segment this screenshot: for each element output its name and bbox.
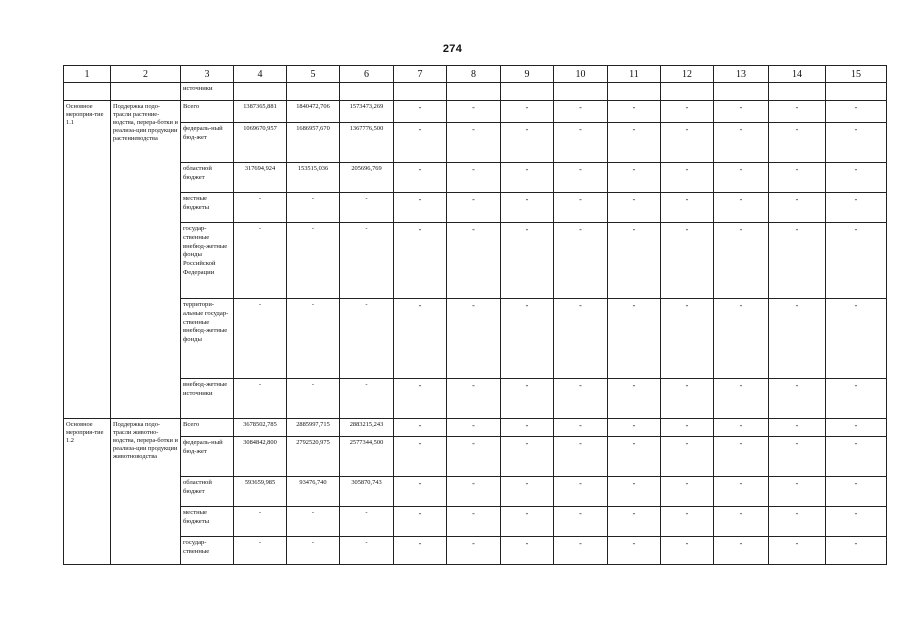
amount-cell: - (287, 193, 340, 223)
amount-cell: - (287, 223, 340, 299)
dash-cell: - (826, 101, 887, 123)
dash-cell: - (769, 223, 826, 299)
amount-cell: - (234, 379, 287, 419)
dash-cell: - (608, 163, 661, 193)
amount-cell: 1387365,881 (234, 101, 287, 123)
activity-label (64, 83, 111, 101)
activity-description: Поддержка подо-трасли животно-водства, перера-ботки и реализа-ции продукции животноводства (111, 419, 181, 565)
dash-cell: - (501, 507, 554, 537)
dash-cell: - (661, 507, 714, 537)
dash-cell: - (826, 437, 887, 477)
dash-cell: - (554, 193, 608, 223)
dash-cell: - (394, 419, 447, 437)
dash-cell: - (447, 299, 501, 379)
dash-cell: - (554, 379, 608, 419)
dash-cell: - (394, 379, 447, 419)
column-header: 15 (826, 66, 887, 83)
amount-cell: - (234, 223, 287, 299)
dash-cell: - (826, 223, 887, 299)
dash-cell: - (826, 419, 887, 437)
dash-cell: - (447, 477, 501, 507)
dash-cell: - (826, 507, 887, 537)
page-number: 274 (442, 43, 463, 55)
amount-cell: 2883215,243 (340, 419, 394, 437)
funding-source: областной бюджет (181, 163, 234, 193)
activity-description (111, 83, 181, 101)
dash-cell: - (826, 299, 887, 379)
funding-source: государ-ственные внебюд-жетные фонды Российской Федерации (181, 223, 234, 299)
dash-cell: - (394, 537, 447, 565)
activity-label: Основное мероприя-тие 1.2 (64, 419, 111, 565)
amount-cell: 1686957,670 (287, 123, 340, 163)
dash-cell (714, 83, 769, 101)
dash-cell: - (608, 223, 661, 299)
dash-cell: - (501, 537, 554, 565)
table-row (64, 477, 887, 507)
table-row (64, 299, 887, 379)
dash-cell: - (394, 123, 447, 163)
dash-cell: - (447, 419, 501, 437)
dash-cell: - (714, 419, 769, 437)
amount-cell: - (234, 299, 287, 379)
dash-cell: - (608, 537, 661, 565)
dash-cell: - (447, 101, 501, 123)
dash-cell (554, 83, 608, 101)
dash-cell: - (394, 437, 447, 477)
amount-cell: - (234, 507, 287, 537)
amount-cell: - (234, 193, 287, 223)
dash-cell: - (447, 379, 501, 419)
dash-cell: - (608, 419, 661, 437)
dash-cell: - (501, 299, 554, 379)
dash-cell: - (554, 123, 608, 163)
dash-cell: - (769, 299, 826, 379)
amount-cell: 205696,769 (340, 163, 394, 193)
funding-source: областной бюджет (181, 477, 234, 507)
amount-cell (340, 83, 394, 101)
dash-cell (447, 83, 501, 101)
dash-cell: - (394, 223, 447, 299)
dash-cell: - (554, 419, 608, 437)
dash-cell: - (554, 223, 608, 299)
dash-cell: - (661, 193, 714, 223)
amount-cell: 1367776,500 (340, 123, 394, 163)
funding-source: Всего (181, 419, 234, 437)
dash-cell: - (714, 537, 769, 565)
amount-cell: 2885997,715 (287, 419, 340, 437)
dash-cell: - (769, 419, 826, 437)
dash-cell: - (501, 223, 554, 299)
dash-cell: - (714, 437, 769, 477)
funding-source: Всего (181, 101, 234, 123)
dash-cell: - (661, 379, 714, 419)
amount-cell: 93476,740 (287, 477, 340, 507)
dash-cell (608, 83, 661, 101)
funding-source: федераль-ный бюд-жет (181, 437, 234, 477)
column-header: 7 (394, 66, 447, 83)
dash-cell: - (554, 477, 608, 507)
dash-cell: - (714, 163, 769, 193)
amount-cell: - (287, 379, 340, 419)
dash-cell: - (554, 537, 608, 565)
dash-cell (769, 83, 826, 101)
amount-cell: 593659,985 (234, 477, 287, 507)
dash-cell: - (501, 419, 554, 437)
amount-cell: 2577344,500 (340, 437, 394, 477)
dash-cell: - (714, 477, 769, 507)
budget-table (63, 65, 887, 565)
dash-cell: - (769, 507, 826, 537)
dash-cell (501, 83, 554, 101)
table-row (64, 419, 887, 437)
dash-cell: - (661, 223, 714, 299)
dash-cell: - (501, 193, 554, 223)
dash-cell: - (608, 507, 661, 537)
column-header: 1 (64, 66, 111, 83)
dash-cell: - (769, 123, 826, 163)
dash-cell: - (826, 123, 887, 163)
dash-cell: - (608, 123, 661, 163)
dash-cell: - (714, 507, 769, 537)
dash-cell: - (608, 379, 661, 419)
dash-cell: - (394, 193, 447, 223)
dash-cell: - (447, 123, 501, 163)
funding-source: внебюд-жетные источники (181, 379, 234, 419)
column-header: 4 (234, 66, 287, 83)
dash-cell: - (714, 101, 769, 123)
dash-cell: - (608, 299, 661, 379)
column-header: 12 (661, 66, 714, 83)
amount-cell: 1573473,269 (340, 101, 394, 123)
dash-cell: - (769, 437, 826, 477)
amount-cell: 153515,036 (287, 163, 340, 193)
column-header: 14 (769, 66, 826, 83)
funding-source: источники (181, 83, 234, 101)
dash-cell: - (661, 437, 714, 477)
dash-cell: - (608, 477, 661, 507)
dash-cell: - (714, 193, 769, 223)
dash-cell: - (661, 101, 714, 123)
dash-cell: - (447, 193, 501, 223)
amount-cell: - (234, 537, 287, 565)
dash-cell (661, 83, 714, 101)
dash-cell: - (501, 477, 554, 507)
dash-cell: - (447, 223, 501, 299)
dash-cell: - (714, 223, 769, 299)
column-number-row (64, 66, 887, 83)
table-row (64, 123, 887, 163)
amount-cell: 1840472,706 (287, 101, 340, 123)
dash-cell: - (826, 193, 887, 223)
amount-cell: - (340, 537, 394, 565)
dash-cell: - (661, 477, 714, 507)
column-header: 3 (181, 66, 234, 83)
amount-cell: 1069670,957 (234, 123, 287, 163)
dash-cell: - (769, 101, 826, 123)
dash-cell: - (501, 101, 554, 123)
funding-source: федераль-ный бюд-жет (181, 123, 234, 163)
dash-cell: - (714, 123, 769, 163)
dash-cell: - (394, 101, 447, 123)
column-header: 8 (447, 66, 501, 83)
column-header: 9 (501, 66, 554, 83)
dash-cell: - (554, 299, 608, 379)
column-header: 11 (608, 66, 661, 83)
dash-cell: - (661, 163, 714, 193)
amount-cell: - (340, 379, 394, 419)
amount-cell: - (340, 223, 394, 299)
dash-cell: - (447, 507, 501, 537)
amount-cell: - (340, 193, 394, 223)
column-header: 5 (287, 66, 340, 83)
dash-cell: - (554, 507, 608, 537)
amount-cell: - (287, 507, 340, 537)
dash-cell: - (501, 437, 554, 477)
dash-cell: - (661, 419, 714, 437)
table-row (64, 379, 887, 419)
activity-description: Поддержка подо-трасли растение-водства, перера-ботки и реализа-ции продукции растениеводства (111, 101, 181, 419)
dash-cell: - (608, 101, 661, 123)
dash-cell: - (394, 507, 447, 537)
table-row (64, 83, 887, 101)
funding-source: государ-ственные (181, 537, 234, 565)
table-row (64, 223, 887, 299)
amount-cell: 3084842,800 (234, 437, 287, 477)
table-row (64, 437, 887, 477)
amount-cell: - (287, 537, 340, 565)
amount-cell (234, 83, 287, 101)
table-row (64, 101, 887, 123)
dash-cell: - (447, 437, 501, 477)
dash-cell: - (501, 163, 554, 193)
amount-cell: 305870,743 (340, 477, 394, 507)
dash-cell: - (394, 299, 447, 379)
table-row (64, 507, 887, 537)
dash-cell: - (714, 299, 769, 379)
dash-cell: - (826, 537, 887, 565)
dash-cell: - (501, 379, 554, 419)
table-row (64, 163, 887, 193)
dash-cell (394, 83, 447, 101)
amount-cell: 317694,924 (234, 163, 287, 193)
column-header: 2 (111, 66, 181, 83)
activity-label: Основное мероприя-тие 1.1 (64, 101, 111, 419)
dash-cell: - (661, 123, 714, 163)
dash-cell: - (769, 163, 826, 193)
dash-cell: - (661, 537, 714, 565)
dash-cell: - (661, 299, 714, 379)
amount-cell (287, 83, 340, 101)
funding-source: местные бюджеты (181, 507, 234, 537)
dash-cell: - (769, 537, 826, 565)
amount-cell: 2792520,975 (287, 437, 340, 477)
dash-cell: - (826, 163, 887, 193)
dash-cell: - (608, 437, 661, 477)
column-header: 10 (554, 66, 608, 83)
amount-cell: - (287, 299, 340, 379)
dash-cell: - (826, 379, 887, 419)
table-row (64, 193, 887, 223)
dash-cell: - (394, 477, 447, 507)
dash-cell: - (447, 537, 501, 565)
table-row (64, 537, 887, 565)
column-header: 13 (714, 66, 769, 83)
dash-cell: - (769, 477, 826, 507)
dash-cell: - (769, 193, 826, 223)
dash-cell (826, 83, 887, 101)
amount-cell: 3678502,785 (234, 419, 287, 437)
amount-cell: - (340, 507, 394, 537)
dash-cell: - (608, 193, 661, 223)
dash-cell: - (826, 477, 887, 507)
amount-cell: - (340, 299, 394, 379)
column-header: 6 (340, 66, 394, 83)
funding-source: территори-альные государ-ственные внебюд-жетные фонды (181, 299, 234, 379)
funding-source: местные бюджеты (181, 193, 234, 223)
dash-cell: - (554, 437, 608, 477)
dash-cell: - (554, 163, 608, 193)
dash-cell: - (769, 379, 826, 419)
dash-cell: - (501, 123, 554, 163)
dash-cell: - (714, 379, 769, 419)
dash-cell: - (394, 163, 447, 193)
dash-cell: - (447, 163, 501, 193)
dash-cell: - (554, 101, 608, 123)
